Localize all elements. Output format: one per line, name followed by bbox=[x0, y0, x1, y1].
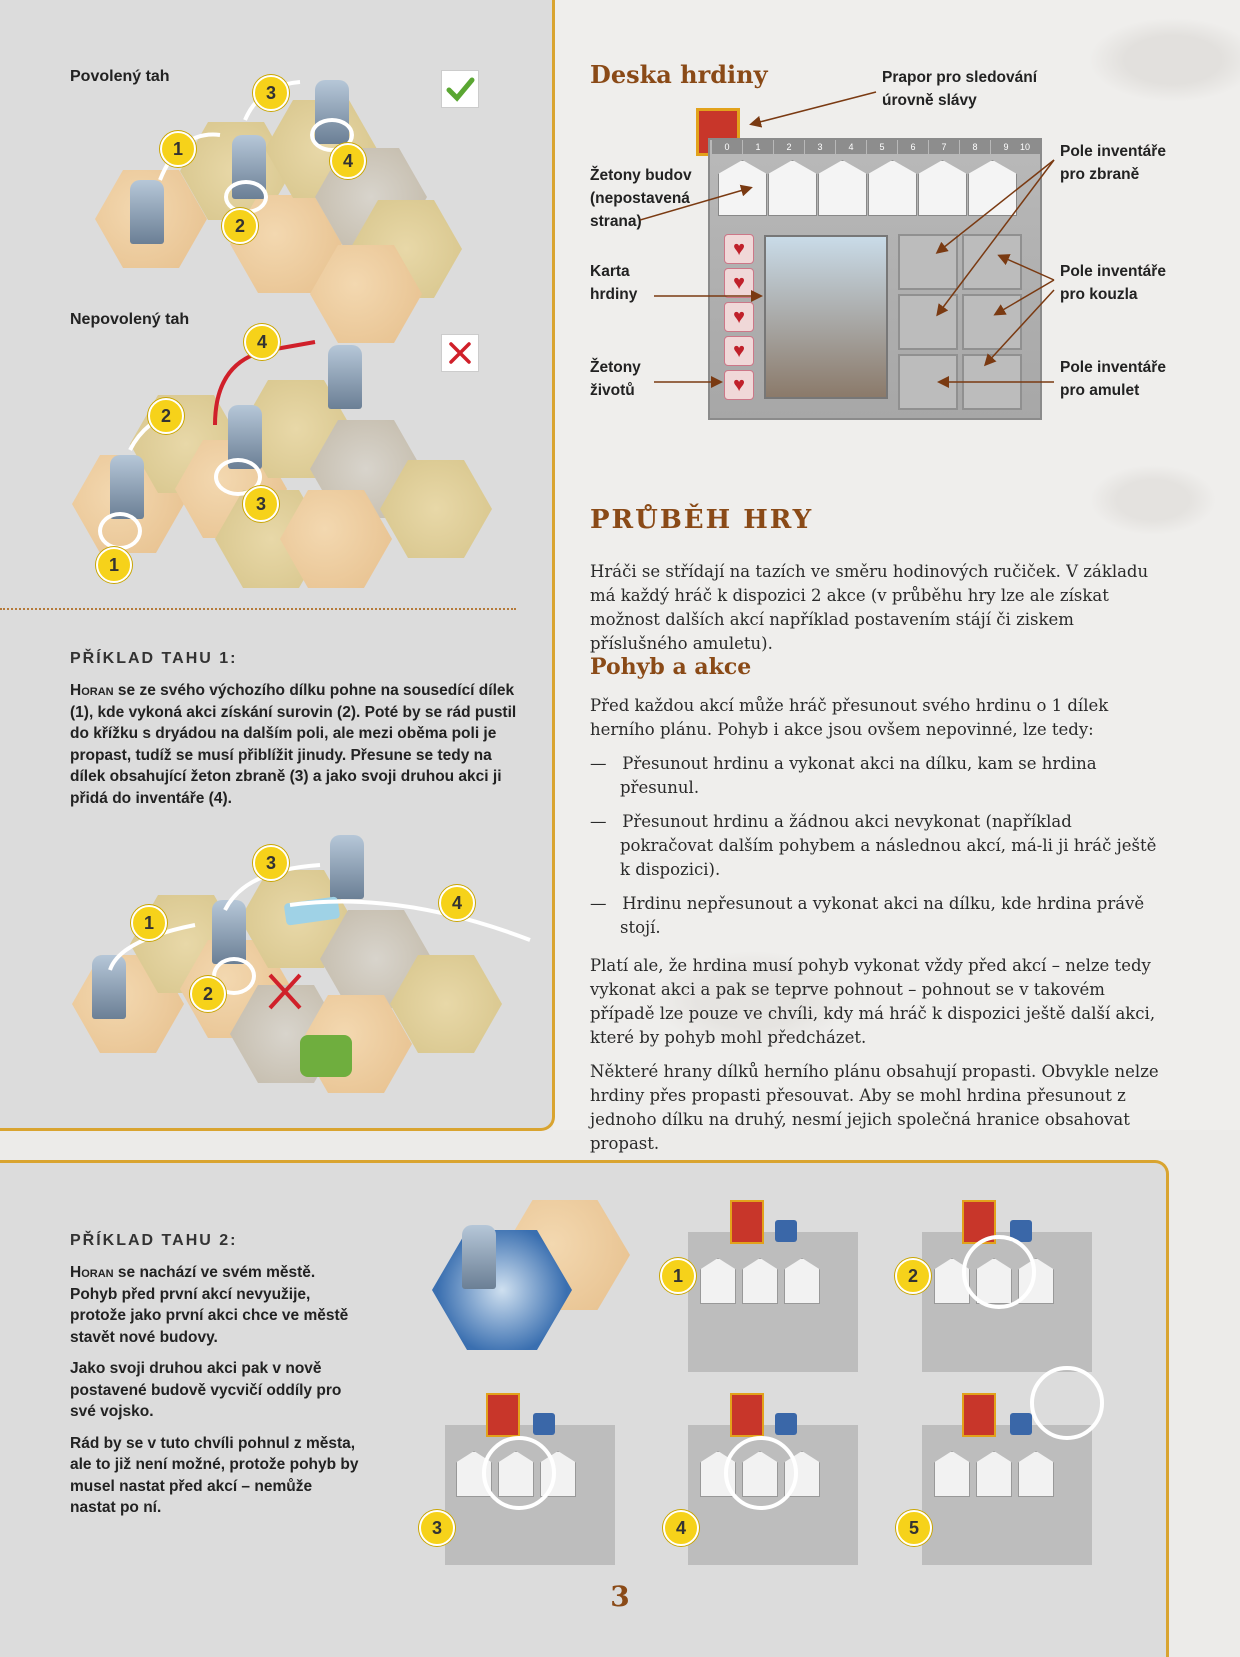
example2-text: Horan se nachází ve svém městě. Pohyb před první akcí nevyužije, protože jako první akci chce ve městě stavět nové budovy. Jako svoji druhou akci pak v nově postavené budově vycvičí oddíly pro své vojsko. Rád by se v tuto chvíli pohnul z města, ale to již není možné, protože pohyb by musel nastat před akcí – nemůže nastat po ní. bbox=[70, 1264, 359, 1516]
heart-icon: ♥ bbox=[724, 268, 754, 298]
step-badge: 2 bbox=[222, 208, 258, 244]
example1-title: PŘÍKLAD TAHU 1: bbox=[70, 650, 238, 667]
step-badge: 1 bbox=[160, 131, 196, 167]
step-badge: 1 bbox=[96, 547, 132, 583]
step-badge: 2 bbox=[895, 1258, 931, 1294]
list-item: — Přesunout hrdinu a vykonat akci na dílku, kam se hrdina přesunul. bbox=[590, 754, 1097, 797]
gameplay-intro bbox=[590, 560, 1170, 666]
cross-icon bbox=[441, 334, 479, 372]
list-item: — Hrdinu nepřesunout a vykonat akci na dílku, kde hrdina právě stojí. bbox=[590, 894, 1145, 937]
hero-name: Horan bbox=[70, 1264, 114, 1281]
step-badge: 5 bbox=[896, 1510, 932, 1546]
step-badge: 2 bbox=[148, 398, 184, 434]
example2-title: PŘÍKLAD TAHU 2: bbox=[70, 1232, 238, 1249]
callout-arrows bbox=[640, 80, 1060, 400]
movement-text bbox=[590, 694, 1170, 1224]
divider bbox=[0, 608, 516, 610]
intro-paragraph: Hráči se střídají na tazích ve směru hodinových ručiček. V základu má každý hráč k dispozici 2 akce (v průběhu hry lze ale získat možnost dalších akcí například postavením stájí či ziskem příslušného amuletu). bbox=[590, 562, 1149, 653]
label-spells: Pole inventáře pro kouzla bbox=[1060, 263, 1166, 303]
heart-icon: ♥ bbox=[724, 234, 754, 264]
army-icon bbox=[775, 1220, 797, 1242]
label-lives: Žetony životů bbox=[590, 359, 641, 399]
movement-paragraph-1: Před každou akcí může hráč přesunout svého hrdinu o 1 dílek herního plánu. Pohyb i akce jsou ovšem nepovinné, lze tedy: bbox=[590, 696, 1109, 739]
label-buildings: Žetony budov (nepostavená strana) bbox=[590, 167, 692, 230]
disallowed-move-label: Nepovolený tah bbox=[70, 311, 190, 328]
movement-paragraph-2: Platí ale, že hrdina musí pohyb vykonat vždy před akcí – nelze tedy vykonat akci a pak se teprve pohnout – pohnout se v takovém případě lze pouze ve chvíli, kdy má hráč k dispozici ještě další akci, které by pohyb mohl předcházet. bbox=[590, 956, 1156, 1047]
label-amulet: Pole inventáře pro amulet bbox=[1060, 359, 1166, 399]
army-icon bbox=[533, 1413, 555, 1435]
heart-icon: ♥ bbox=[724, 302, 754, 332]
step-badge: 1 bbox=[131, 905, 167, 941]
step-badge: 2 bbox=[190, 976, 226, 1012]
label-card: Karta hrdiny bbox=[590, 263, 638, 303]
check-icon bbox=[441, 70, 479, 108]
army-icon bbox=[775, 1413, 797, 1435]
step-badge: 4 bbox=[663, 1510, 699, 1546]
example1-body: se ze svého výchozího dílku pohne na sousedící dílek (1), kde vykoná akci získání surovin (2). Poté by se rád pustil do křížku s dryádou na dalším poli, ale mezi oběma poli je propast, tudíž se musí přiblížit jinudy. Přesune se tedy na dílek obsahující žeton zbraně (3) a jako svoji druhou akci ji přidá do inventáře (4). bbox=[70, 682, 517, 807]
step-badge: 3 bbox=[253, 75, 289, 111]
hero-board-title: Deska hrdiny bbox=[590, 60, 768, 89]
dryad-token bbox=[300, 1035, 352, 1077]
label-weapons: Pole inventáře pro zbraně bbox=[1060, 143, 1166, 183]
step-badge: 4 bbox=[330, 143, 366, 179]
gameplay-heading: PRŮBĚH HRY bbox=[590, 505, 814, 535]
heart-icon: ♥ bbox=[724, 370, 754, 400]
step-badge: 3 bbox=[253, 845, 289, 881]
list-item: — Přesunout hrdinu a žádnou akci nevykonat (například pokračovat dalším pohybem a následnou akcí, má-li ji hráč ještě k dispozici). bbox=[590, 812, 1157, 879]
hero-figure bbox=[462, 1225, 496, 1289]
hero-name: Horan bbox=[70, 682, 114, 699]
allowed-move-label: Povolený tah bbox=[70, 68, 170, 85]
movement-paragraph-3: Některé hrany dílků herního plánu obsahují propasti. Obvykle nelze hrdiny přes propasti přesouvat. Aby se mohl hrdina přesunout z jednoho dílku na druhý, nesmí jejich společná hranice obsahovat propast. bbox=[590, 1062, 1159, 1153]
page-number: 3 bbox=[610, 1580, 630, 1613]
hero-board: 0 1 2 3 4 5 6 7 8 9 10 ♥ ♥ ♥ ♥ ♥ bbox=[708, 138, 1042, 420]
example1-text bbox=[70, 680, 530, 819]
step-badge: 1 bbox=[660, 1258, 696, 1294]
heart-icon: ♥ bbox=[724, 336, 754, 366]
step-badge: 3 bbox=[419, 1510, 455, 1546]
label-banner: Prapor pro sledování úrovně slávy bbox=[882, 69, 1038, 109]
army-icon bbox=[1010, 1413, 1032, 1435]
movement-subheading: Pohyb a akce bbox=[590, 654, 752, 680]
step-badge: 3 bbox=[243, 486, 279, 522]
step-badge: 4 bbox=[439, 885, 475, 921]
step-badge: 4 bbox=[244, 324, 280, 360]
